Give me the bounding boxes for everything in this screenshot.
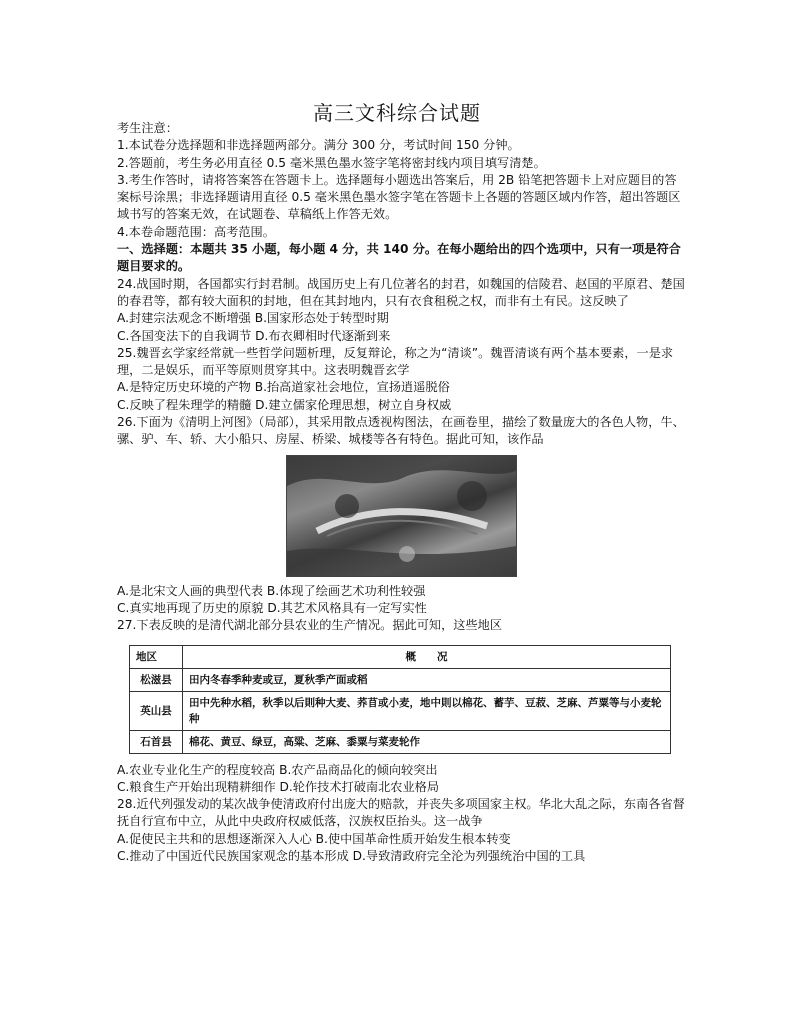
q25-options-cd: C.反映了程朱理学的精髓 D.建立儒家伦理思想，树立自身权威 (117, 397, 452, 412)
q26-stem: 26.下面为《清明上河图》（局部），其采用散点透视构图法，在画卷里，描绘了数量庞大的各色人物，牛、骡、驴、车、轿、大小船只、房屋、桥梁、城楼等各有特色。据此可知，该作品 (117, 415, 685, 447)
notice-item-3: 3.考生作答时，请将答案答在答题卡上。选择题每小题选出答案后，用 2B 铅笔把答题卡上对应题目的答案标号涂黑；非选择题请用直径 0.5 毫米黑色墨水签字笔在答题卡上各题的答题区域内作答，超出答题区域书写的答案无效，在试题卷、草稿纸上作答无效。 (117, 172, 681, 222)
q27-options-ab: A.农业专业化生产的程度较高 B.农产品商品化的倾向较突出 (117, 762, 438, 777)
table-header-row (130, 645, 671, 668)
q25-stem: 25.魏晋玄学家经常就一些哲学问题析理，反复辩论，称之为“清谈”。魏晋清谈有两个基本要素，一是求理，二是娱乐，而平等原则贯穿其中。这表明魏晋玄学 (117, 345, 674, 378)
agriculture-table (129, 645, 671, 754)
notice-item-2: 2.答题前，考生务必用直径 0.5 毫米黑色墨水签字笔将密封线内项目填写清楚。 (117, 155, 546, 170)
q27-stem: 27.下表反映的是清代湖北部分县农业的生产情况。据此可知，这些地区 (117, 618, 503, 633)
q24-stem: 24.战国时期，各国都实行封君制。战国历史上有几位著名的封君，如魏国的信陵君、赵国的平原君、楚国的春君等，都有较大面积的封地，但在其封地内，只有衣食租税之权，而非有土有民。这反映了 (117, 276, 685, 308)
page-title: 高三文科综合试题 (313, 101, 481, 125)
qingming-painting-image (286, 455, 517, 577)
q28-options-cd: C.推动了中国近代民族国家观念的基本形成 D.导致清政府完全沦为列强统治中国的工具 (117, 849, 586, 864)
table-cell-area: 石首县 (130, 730, 183, 753)
q28-stem: 28.近代列强发动的某次战争使清政府付出庞大的赔款，并丧失多项国家主权。华北大乱之际，东南各省督抚自行宣布中立，从此中央政府权威低落，汉族权臣抬头。这一战争 (117, 797, 685, 829)
table-header-area: 地区 (130, 645, 183, 668)
table-cell-area: 英山县 (130, 691, 183, 730)
q27-options-cd: C.粮食生产开始出现精耕细作 D.轮作技术打破南北农业格局 (117, 779, 440, 794)
table-row (130, 730, 671, 753)
q24-options-cd: C.各国变法下的自我调节 D.布衣卿相时代逐渐到来 (117, 328, 391, 343)
table-cell-area: 松滋县 (130, 668, 183, 691)
q24-options-ab: A.封建宗法观念不断增强 B.国家形态处于转型时期 (117, 311, 389, 326)
painting-sketch (287, 456, 516, 576)
table-row (130, 691, 671, 730)
table-cell-desc: 田中先种水稻，秋季以后則种大麦、荞苜或小麦，地中則以棉花、蓄芋、豆菽、芝麻、芦粟等与小麦轮种 (183, 691, 671, 730)
table-row (130, 668, 671, 691)
table-header-overview: 概 况 (183, 645, 671, 668)
table-cell-desc: 棉花、黄豆、绿豆，高粱、芝麻、黍粟与菜麦轮作 (183, 730, 671, 753)
notice-heading: 考生注意： (117, 121, 178, 135)
notice-item-4: 4.本卷命题范围：高考范围。 (117, 224, 275, 239)
notice-item-1: 1.本试卷分选择题和非选择题两部分。满分 300 分，考试时间 150 分钟。 (117, 138, 520, 153)
exam-body (117, 120, 685, 865)
table-cell-desc: 田内冬春季种麦或豆，夏秋季产面或稻 (183, 668, 671, 691)
q28-options-ab: A.促使民主共和的思想逐渐深入人心 B.使中国革命性质开始发生根本转变 (117, 831, 511, 846)
q25-options-ab: A.是特定历史环境的产物 B.抬高道家社会地位，宣扬逍遥脱俗 (117, 380, 450, 395)
section-heading: 一、选择题：本题共 35 小题，每小题 4 分，共 140 分。在每小题给出的四个选项中，只有一项是符合题目要求的。 (117, 242, 681, 274)
q26-options-ab: A.是北宋文人画的典型代表 B.体现了绘画艺术功利性较强 (117, 583, 426, 598)
q26-options-cd: C.真实地再现了历史的原貌 D.其艺术风格具有一定写实性 (117, 600, 427, 615)
